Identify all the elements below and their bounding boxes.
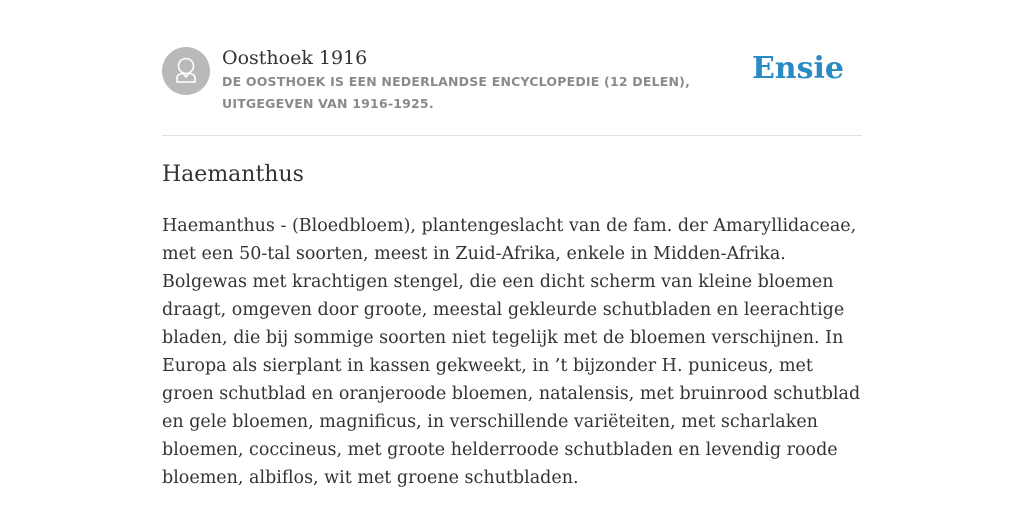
source-info [222, 45, 762, 115]
source-avatar[interactable] [162, 47, 210, 95]
header-divider [162, 135, 862, 136]
entry-title: Haemanthus [162, 162, 304, 187]
entry-body: Haemanthus - (Bloedbloem), plantengeslacht van de fam. der Amaryllidaceae, met een 50-tal soorten, meest in Zuid-Afrika, enkele in Midden-Afrika. Bolgewas met krachtigen stengel, die een dicht scherm van kleine bloemen draagt, omgeven door groote, meestal gekleurde schutbladen en leerachtige bladen, die bij sommige soorten niet tegelijk met de bloemen verschijnen. In Europa als sierplant in kassen gekweekt, in ’t bijzonder H. puniceus, met groen schutblad en oranjeroode bloemen, natalensis, met bruinrood schutblad en gele bloemen, magnificus, in verschillende variëteiten, met scharlaken bloemen, coccineus, met groote helderroode schutbladen en levendig roode bloemen, albiflos, wit met groene schutbladen. [162, 216, 861, 488]
source-description: DE OOSTHOEK IS EEN NEDERLANDSE ENCYCLOPEDIE (12 DELEN), UITGEGEVEN VAN 1916-1925. [222, 74, 691, 111]
entry-card [162, 45, 862, 492]
source-title[interactable]: Oosthoek 1916 [222, 47, 368, 69]
brand-logo[interactable]: Ensie [751, 51, 844, 86]
source-header [162, 45, 862, 135]
user-icon [162, 47, 210, 95]
